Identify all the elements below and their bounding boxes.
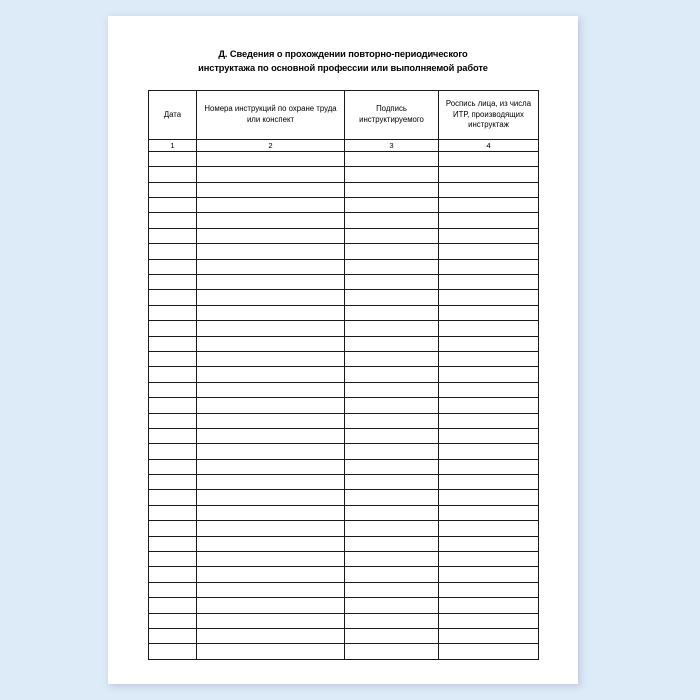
table-cell-empty[interactable] [149,613,197,628]
table-cell-empty[interactable] [345,336,439,351]
table-cell-empty[interactable] [197,428,345,443]
table-cell-empty[interactable] [345,567,439,582]
table-row[interactable] [149,644,539,659]
table-row[interactable] [149,475,539,490]
column-number-2: 2 [197,139,345,151]
table-cell-empty[interactable] [345,228,439,243]
table-row[interactable] [149,444,539,459]
table-row[interactable] [149,536,539,551]
table-cell-empty[interactable] [439,413,539,428]
column-header-instructor-signature: Роспись лица, из числа ИТР, производящих инструктаж [439,90,539,139]
table-row[interactable] [149,290,539,305]
table-cell-empty[interactable] [149,336,197,351]
table-cell-empty[interactable] [149,490,197,505]
table-cell-empty[interactable] [345,151,439,166]
table-cell-empty[interactable] [197,213,345,228]
table-cell-empty[interactable] [345,182,439,197]
table-row[interactable] [149,552,539,567]
table-cell-empty[interactable] [149,644,197,659]
table-cell-empty[interactable] [439,213,539,228]
table-cell-empty[interactable] [439,613,539,628]
table-cell-empty[interactable] [149,167,197,182]
table-cell-empty[interactable] [345,275,439,290]
table-cell-empty[interactable] [149,259,197,274]
table-cell-empty[interactable] [149,182,197,197]
table-cell-empty[interactable] [439,628,539,643]
table-body [149,151,539,659]
table-row[interactable] [149,167,539,182]
table-cell-empty[interactable] [439,351,539,366]
table-cell-empty[interactable] [439,475,539,490]
table-row[interactable] [149,151,539,166]
table-cell-empty[interactable] [197,305,345,320]
table-cell-empty[interactable] [345,321,439,336]
table-row[interactable] [149,382,539,397]
table-row[interactable] [149,428,539,443]
table-cell-empty[interactable] [149,444,197,459]
table-cell-empty[interactable] [439,151,539,166]
table-cell-empty[interactable] [439,490,539,505]
table-cell-empty[interactable] [197,613,345,628]
table-cell-empty[interactable] [439,398,539,413]
table-cell-empty[interactable] [197,290,345,305]
table-row[interactable] [149,182,539,197]
table-row[interactable] [149,336,539,351]
table-cell-empty[interactable] [149,321,197,336]
table-cell-empty[interactable] [345,382,439,397]
table-cell-empty[interactable] [345,398,439,413]
table-cell-empty[interactable] [197,167,345,182]
table-row[interactable] [149,305,539,320]
table-cell-empty[interactable] [439,552,539,567]
table-cell-empty[interactable] [345,536,439,551]
table-cell-empty[interactable] [149,305,197,320]
table-cell-empty[interactable] [345,367,439,382]
table-cell-empty[interactable] [345,428,439,443]
column-number-1: 1 [149,139,197,151]
table-row[interactable] [149,490,539,505]
table-cell-empty[interactable] [197,398,345,413]
table-cell-empty[interactable] [197,490,345,505]
table-cell-empty[interactable] [345,198,439,213]
table-cell-empty[interactable] [197,367,345,382]
table-cell-empty[interactable] [439,305,539,320]
table-cell-empty[interactable] [439,228,539,243]
table-row[interactable] [149,275,539,290]
table-row[interactable] [149,505,539,520]
table-row[interactable] [149,598,539,613]
table-cell-empty[interactable] [439,321,539,336]
table-cell-empty[interactable] [439,644,539,659]
table-row[interactable] [149,198,539,213]
table-cell-empty[interactable] [345,444,439,459]
table-cell-empty[interactable] [149,475,197,490]
table-cell-empty[interactable] [149,413,197,428]
table-cell-empty[interactable] [345,490,439,505]
table-cell-empty[interactable] [197,552,345,567]
table-cell-empty[interactable] [345,582,439,597]
table-cell-empty[interactable] [197,244,345,259]
table-cell-empty[interactable] [149,213,197,228]
table-cell-empty[interactable] [345,351,439,366]
table-cell-empty[interactable] [345,167,439,182]
table-row[interactable] [149,351,539,366]
table-cell-empty[interactable] [345,644,439,659]
column-number-3: 3 [345,139,439,151]
table-cell-empty[interactable] [149,598,197,613]
table-cell-empty[interactable] [197,382,345,397]
column-header-instruction-numbers: Номера инструкций по охране труда или конспект [197,90,345,139]
table-cell-empty[interactable] [439,290,539,305]
table-cell-empty[interactable] [439,367,539,382]
table-cell-empty[interactable] [345,598,439,613]
table-cell-empty[interactable] [439,598,539,613]
table-cell-empty[interactable] [197,567,345,582]
table-cell-empty[interactable] [345,459,439,474]
table-row[interactable] [149,228,539,243]
table-cell-empty[interactable] [149,228,197,243]
table-cell-empty[interactable] [197,151,345,166]
table-cell-empty[interactable] [149,275,197,290]
table-cell-empty[interactable] [149,367,197,382]
table-cell-empty[interactable] [345,290,439,305]
table-cell-empty[interactable] [149,198,197,213]
table-cell-empty[interactable] [149,351,197,366]
table-cell-empty[interactable] [197,582,345,597]
table-cell-empty[interactable] [197,182,345,197]
table-cell-empty[interactable] [149,398,197,413]
table-row[interactable] [149,613,539,628]
table-cell-empty[interactable] [439,428,539,443]
document-page [108,16,578,684]
page-title [163,48,523,76]
table-cell-empty[interactable] [149,428,197,443]
table-cell-empty[interactable] [439,182,539,197]
table-cell-empty[interactable] [439,275,539,290]
table-cell-empty[interactable] [345,413,439,428]
table-cell-empty[interactable] [439,244,539,259]
table-cell-empty[interactable] [439,567,539,582]
table-cell-empty[interactable] [197,259,345,274]
table-cell-empty[interactable] [439,167,539,182]
table-cell-empty[interactable] [439,336,539,351]
table-cell-empty[interactable] [439,382,539,397]
document-body [148,48,538,660]
table-cell-empty[interactable] [345,244,439,259]
table-cell-empty[interactable] [197,521,345,536]
table-row[interactable] [149,213,539,228]
table-row[interactable] [149,567,539,582]
table-cell-empty[interactable] [439,259,539,274]
table-cell-empty[interactable] [439,536,539,551]
table-cell-empty[interactable] [197,475,345,490]
table-row[interactable] [149,367,539,382]
instruction-log-table [148,90,539,660]
table-cell-empty[interactable] [197,644,345,659]
table-cell-empty[interactable] [439,444,539,459]
table-row[interactable] [149,582,539,597]
table-cell-empty[interactable] [345,475,439,490]
table-cell-empty[interactable] [149,582,197,597]
table-cell-empty[interactable] [439,582,539,597]
table-cell-empty[interactable] [197,351,345,366]
table-cell-empty[interactable] [197,228,345,243]
table-cell-empty[interactable] [197,413,345,428]
table-cell-empty[interactable] [149,244,197,259]
table-cell-empty[interactable] [439,198,539,213]
table-cell-empty[interactable] [439,505,539,520]
page-title-line-2: инструктажа по основной профессии или выполняемой работе [198,62,488,73]
column-number-4: 4 [439,139,539,151]
table-cell-empty[interactable] [197,459,345,474]
table-row[interactable] [149,398,539,413]
table-row[interactable] [149,244,539,259]
table-cell-empty[interactable] [345,628,439,643]
table-row[interactable] [149,459,539,474]
table-cell-empty[interactable] [345,305,439,320]
table-cell-empty[interactable] [197,536,345,551]
table-cell-empty[interactable] [149,536,197,551]
table-cell-empty[interactable] [149,459,197,474]
table-cell-empty[interactable] [149,505,197,520]
table-cell-empty[interactable] [439,521,539,536]
table-row[interactable] [149,259,539,274]
table-cell-empty[interactable] [197,321,345,336]
page-title-line-1: Д. Сведения о прохождении повторно-периодического [218,49,468,59]
table-cell-empty[interactable] [345,613,439,628]
column-header-date: Дата [149,90,197,139]
table-row[interactable] [149,628,539,643]
table-cell-empty[interactable] [197,275,345,290]
table-cell-empty[interactable] [197,598,345,613]
table-cell-empty[interactable] [149,151,197,166]
table-cell-empty[interactable] [149,552,197,567]
column-header-instructed-signature: Подпись инструктируемого [345,90,439,139]
table-cell-empty[interactable] [345,259,439,274]
table-cell-empty[interactable] [149,521,197,536]
table-cell-empty[interactable] [197,444,345,459]
table-column-number-row [149,139,539,151]
table-cell-empty[interactable] [345,505,439,520]
table-cell-empty[interactable] [345,213,439,228]
table-cell-empty[interactable] [149,290,197,305]
table-cell-empty[interactable] [197,628,345,643]
table-cell-empty[interactable] [197,336,345,351]
table-row[interactable] [149,321,539,336]
table-header-row [149,90,539,139]
table-row[interactable] [149,413,539,428]
table-cell-empty[interactable] [439,459,539,474]
table-cell-empty[interactable] [345,521,439,536]
table-cell-empty[interactable] [197,505,345,520]
table-row[interactable] [149,521,539,536]
table-header [149,90,539,151]
table-cell-empty[interactable] [345,552,439,567]
table-cell-empty[interactable] [197,198,345,213]
table-cell-empty[interactable] [149,628,197,643]
table-cell-empty[interactable] [149,567,197,582]
table-cell-empty[interactable] [149,382,197,397]
